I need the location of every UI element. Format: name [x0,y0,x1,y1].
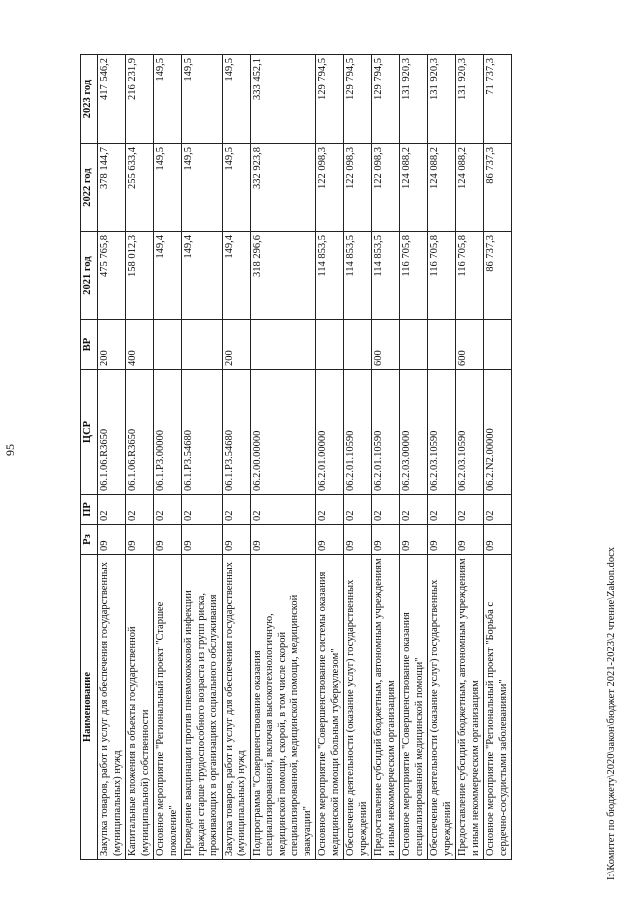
cell-rz: 09 [126,525,154,555]
cell-csr: 06.1.P3.54680 [182,370,223,495]
cell-pr: 02 [222,495,250,525]
table-row [182,55,223,860]
cell-2021: 116 705,8 [400,232,428,320]
cell-csr: 06.2.01.10590 [344,370,372,495]
cell-rz: 09 [250,525,316,555]
table-row [456,55,484,860]
cell-2023: 131 920,3 [428,55,456,144]
cell-2021: 158 012,3 [126,232,154,320]
cell-rz: 09 [344,525,372,555]
cell-2022: 124 088,2 [428,144,456,232]
cell-csr: 06.1.P3.54680 [222,370,250,495]
cell-2021: 86 737,3 [484,232,512,320]
cell-csr: 06.2.01.10590 [372,370,400,495]
cell-2021: 116 705,8 [456,232,484,320]
cell-csr: 06.2.N2.00000 [484,370,512,495]
cell-vr: 600 [372,320,400,370]
cell-pr: 02 [372,495,400,525]
cell-2022: 149,5 [182,144,223,232]
header-name: Наименование [81,555,98,860]
cell-name: Предоставление субсидий бюджетным, автономным учреждениям и иным некоммерческим организациям [372,555,400,860]
cell-name: Обеспечение деятельности (оказание услуг) государственных учреждений [428,555,456,860]
header-2022: 2022 год [81,144,98,232]
cell-2021: 149,4 [222,232,250,320]
table-row [126,55,154,860]
cell-2023: 131 920,3 [456,55,484,144]
cell-csr: 06.1.06.R3650 [98,370,126,495]
cell-vr [316,320,344,370]
cell-2022: 149,5 [222,144,250,232]
table-row [344,55,372,860]
table-row [372,55,400,860]
cell-vr [400,320,428,370]
cell-csr: 06.2.01.00000 [316,370,344,495]
cell-csr: 06.2.00.00000 [250,370,316,495]
cell-vr: 600 [456,320,484,370]
cell-vr [428,320,456,370]
cell-2021: 475 765,8 [98,232,126,320]
cell-2021: 116 705,8 [428,232,456,320]
header-pr: ПР [81,495,98,525]
cell-2022: 86 737,3 [484,144,512,232]
cell-pr: 02 [316,495,344,525]
cell-pr: 02 [98,495,126,525]
cell-vr [344,320,372,370]
cell-vr: 200 [222,320,250,370]
table-row [428,55,456,860]
cell-csr: 06.2.03.10590 [428,370,456,495]
cell-vr [182,320,223,370]
cell-name: Основное мероприятие "Региональный проект "Старшее поколение" [154,555,182,860]
cell-rz: 09 [98,525,126,555]
cell-vr [484,320,512,370]
file-path-footer: I:\Комитет по бюджету\2020\закон\бюджет 2021-2023\2 чтение\Zakon.docx [606,546,617,880]
rotated-table-container [80,55,578,860]
cell-vr: 400 [126,320,154,370]
header-rz: Рз [81,525,98,555]
cell-csr: 06.1.06.R3650 [126,370,154,495]
cell-rz: 09 [316,525,344,555]
cell-2022: 124 088,2 [400,144,428,232]
cell-2022: 255 633,4 [126,144,154,232]
cell-2021: 114 853,5 [344,232,372,320]
cell-vr [154,320,182,370]
cell-pr: 02 [400,495,428,525]
cell-rz: 09 [456,525,484,555]
cell-2022: 149,5 [154,144,182,232]
cell-2023: 129 794,5 [372,55,400,144]
cell-2023: 216 231,9 [126,55,154,144]
cell-name: Подпрограмма "Совершенствование оказания специализированной, включая высокотехнологичную, медицинской помощи, скорой, в том числе скорой специализированной, медицинской помощи, медицинской эвакуации" [250,555,316,860]
cell-2023: 333 452,1 [250,55,316,144]
cell-2021: 114 853,5 [316,232,344,320]
cell-2023: 129 794,5 [316,55,344,144]
cell-pr: 02 [428,495,456,525]
cell-2022: 378 144,7 [98,144,126,232]
cell-name: Закупка товаров, работ и услуг для обеспечения государственных (муниципальных) нужд [98,555,126,860]
cell-2023: 149,5 [222,55,250,144]
cell-csr: 06.2.03.00000 [400,370,428,495]
cell-rz: 09 [400,525,428,555]
cell-vr [250,320,316,370]
cell-rz: 09 [222,525,250,555]
cell-2023: 149,5 [154,55,182,144]
cell-name: Предоставление субсидий бюджетным, автономным учреждениям и иным некоммерческим организациям [456,555,484,860]
cell-pr: 02 [456,495,484,525]
cell-2022: 124 088,2 [456,144,484,232]
cell-2022: 122 098,3 [372,144,400,232]
cell-rz: 09 [484,525,512,555]
cell-csr: 06.1.P3.00000 [154,370,182,495]
cell-csr: 06.2.03.10590 [456,370,484,495]
cell-rz: 09 [372,525,400,555]
cell-2021: 114 853,5 [372,232,400,320]
cell-2021: 318 296,6 [250,232,316,320]
table-row [316,55,344,860]
cell-rz: 09 [428,525,456,555]
cell-name: Капитальные вложения в объекты государственной (муниципальной) собственности [126,555,154,860]
header-csr: ЦСР [81,370,98,495]
budget-table [80,54,512,860]
header-vr: ВР [81,320,98,370]
table-row [98,55,126,860]
table-row [222,55,250,860]
cell-2023: 129 794,5 [344,55,372,144]
cell-pr: 02 [154,495,182,525]
cell-pr: 02 [182,495,223,525]
cell-name: Обеспечение деятельности (оказание услуг) государственных учреждений [344,555,372,860]
cell-name: Основное мероприятие "Региональный проект "Борьба с сердечно-сосудистыми заболеваниями" [484,555,512,860]
table-row [484,55,512,860]
cell-rz: 09 [154,525,182,555]
cell-name: Закупка товаров, работ и услуг для обеспечения государственных (муниципальных) нужд [222,555,250,860]
header-2021: 2021 год [81,232,98,320]
cell-rz: 09 [182,525,223,555]
table-row [400,55,428,860]
page-number: 95 [3,444,17,456]
cell-name: Основное мероприятие "Совершенствование оказания специализированной медицинской помощи" [400,555,428,860]
table-row [154,55,182,860]
table-row [250,55,316,860]
cell-pr: 02 [344,495,372,525]
cell-name: Основное мероприятие "Совершенствование системы оказания медицинской помощи больным туберкулезом" [316,555,344,860]
cell-2023: 149,5 [182,55,223,144]
cell-vr: 200 [98,320,126,370]
table-header-row [81,55,98,860]
cell-pr: 02 [484,495,512,525]
cell-2022: 332 923,8 [250,144,316,232]
cell-2021: 149,4 [182,232,223,320]
header-2023: 2023 год [81,55,98,144]
cell-2023: 131 920,3 [400,55,428,144]
cell-2023: 71 737,3 [484,55,512,144]
cell-name: Проведение вакцинации против пневмококковой инфекции граждан старше трудоспособного возраста из групп риска, проживающих в организациях социального обслуживания [182,555,223,860]
cell-2022: 122 098,3 [316,144,344,232]
cell-2023: 417 546,2 [98,55,126,144]
cell-2022: 122 098,3 [344,144,372,232]
cell-pr: 02 [250,495,316,525]
cell-2021: 149,4 [154,232,182,320]
cell-pr: 02 [126,495,154,525]
